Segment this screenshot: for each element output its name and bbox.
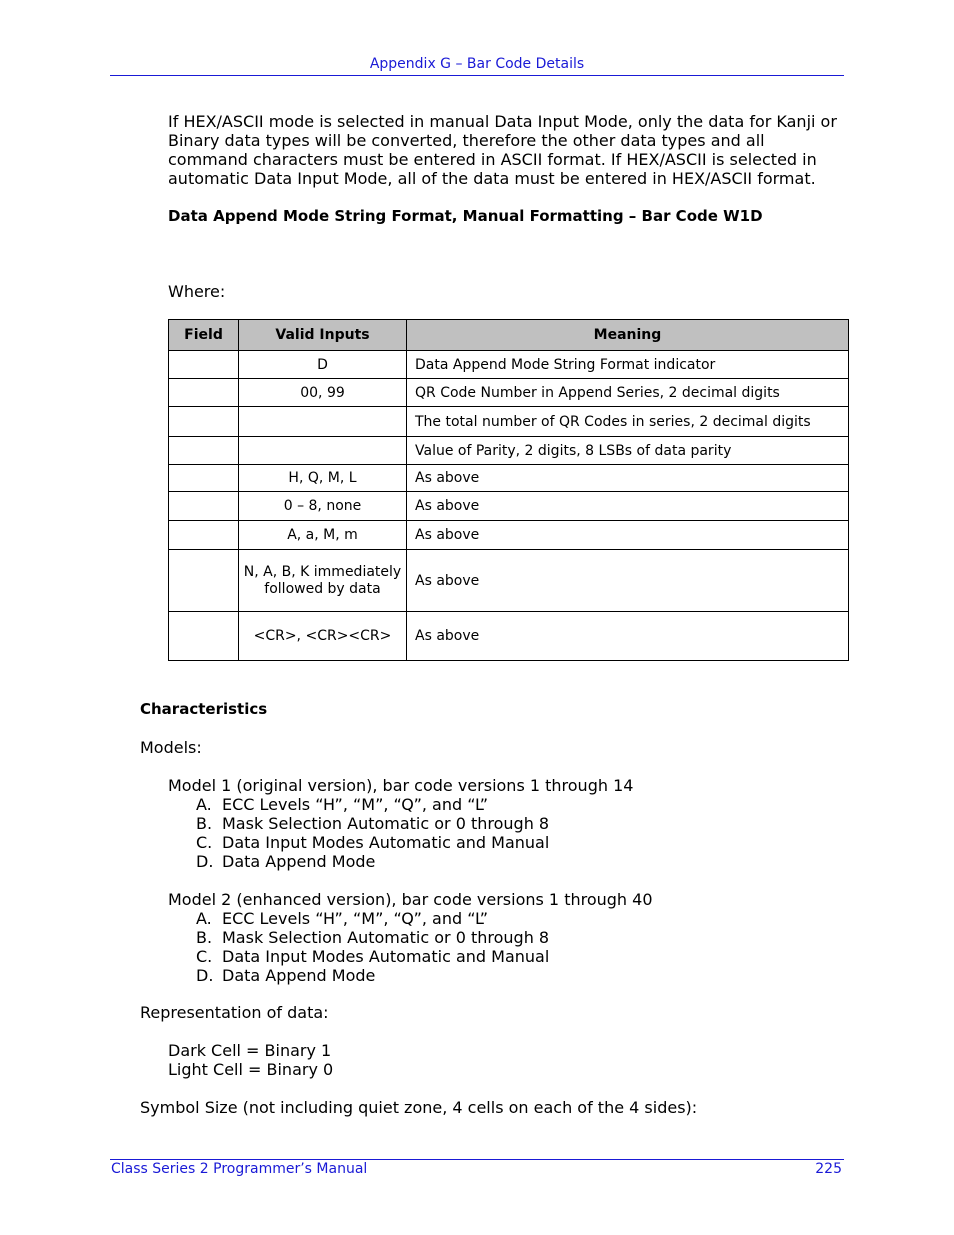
cell-meaning: QR Code Number in Append Series, 2 decimal digits [407, 379, 849, 407]
cell-meaning: Data Append Mode String Format indicator [407, 351, 849, 379]
cell-meaning: As above [407, 550, 849, 612]
footer-manual-title: Class Series 2 Programmer’s Manual [111, 1161, 368, 1177]
cell-valid: D [239, 351, 407, 379]
cell-field [169, 465, 239, 492]
section-heading: Data Append Mode String Format, Manual Formatting – Bar Code W1D [168, 207, 763, 225]
symbol-size-text: Symbol Size (not including quiet zone, 4 cells on each of the 4 sides): [140, 1098, 698, 1117]
cell-valid: 0 – 8, none [239, 492, 407, 521]
list-text: Data Input Modes Automatic and Manual [222, 833, 550, 852]
list-letter: B. [196, 928, 213, 947]
list-letter: A. [196, 909, 212, 928]
cell-meaning: As above [407, 492, 849, 521]
list-letter: C. [196, 947, 213, 966]
list-item [196, 795, 488, 814]
cell-valid: 00, 99 [239, 379, 407, 407]
dark-cell-text: Dark Cell = Binary 1 [168, 1041, 332, 1060]
cell-meaning: As above [407, 521, 849, 550]
list-letter: D. [196, 852, 214, 871]
list-item [196, 947, 549, 966]
cell-meaning: Value of Parity, 2 digits, 8 LSBs of data parity [407, 437, 849, 465]
cell-field [169, 612, 239, 661]
list-text: Data Append Mode [222, 966, 376, 985]
list-item [196, 852, 375, 871]
table-row [169, 521, 849, 550]
cell-field [169, 437, 239, 465]
cell-field [169, 550, 239, 612]
cell-valid: H, Q, M, L [239, 465, 407, 492]
list-item [196, 814, 549, 833]
cell-meaning: The total number of QR Codes in series, 2 decimal digits [407, 407, 849, 437]
table-row [169, 492, 849, 521]
table-row [169, 437, 849, 465]
table-row [169, 407, 849, 437]
table-header-row [169, 320, 849, 351]
footer-rule [110, 1159, 844, 1160]
model1-title: Model 1 (original version), bar code versions 1 through 14 [168, 776, 634, 795]
models-label: Models: [140, 738, 202, 757]
cell-valid: A, a, M, m [239, 521, 407, 550]
table-row [169, 379, 849, 407]
characteristics-heading: Characteristics [140, 700, 268, 718]
table-row [169, 550, 849, 612]
table-row [169, 465, 849, 492]
cell-field [169, 521, 239, 550]
list-text: Data Input Modes Automatic and Manual [222, 947, 550, 966]
cell-meaning: As above [407, 465, 849, 492]
list-item [196, 928, 549, 947]
page-number: 225 [815, 1161, 842, 1177]
list-letter: B. [196, 814, 213, 833]
table-row [169, 351, 849, 379]
representation-label: Representation of data: [140, 1003, 329, 1022]
list-text: Mask Selection Automatic or 0 through 8 [222, 814, 550, 833]
cell-valid: <CR>, <CR><CR> [239, 612, 407, 661]
cell-field [169, 492, 239, 521]
list-item [196, 833, 549, 852]
list-letter: C. [196, 833, 213, 852]
header-meaning: Meaning [407, 320, 849, 351]
model2-title: Model 2 (enhanced version), bar code versions 1 through 40 [168, 890, 653, 909]
intro-paragraph: If HEX/ASCII mode is selected in manual Data Input Mode, only the data for Kanji or Binary data types will be converted, therefore the other data types and all command characters must be entered in ASCII format. If HEX/ASCII is selected in automatic Data Input Mode, all of the data must be entered in HEX/ASCII format. [168, 112, 837, 188]
table-row [169, 612, 849, 661]
cell-meaning: As above [407, 612, 849, 661]
header-rule [110, 75, 844, 76]
cell-field [169, 407, 239, 437]
list-item [196, 909, 488, 928]
list-text: ECC Levels “H”, “M”, “Q”, and “L” [222, 795, 489, 814]
page-header: Appendix G – Bar Code Details [369, 56, 585, 72]
cell-valid [239, 437, 407, 465]
list-text: Mask Selection Automatic or 0 through 8 [222, 928, 550, 947]
list-letter: A. [196, 795, 212, 814]
where-label: Where: [168, 282, 226, 301]
light-cell-text: Light Cell = Binary 0 [168, 1060, 334, 1079]
list-item [196, 966, 375, 985]
list-letter: D. [196, 966, 214, 985]
cell-field [169, 379, 239, 407]
cell-valid: N, A, B, K immediately followed by data [239, 550, 407, 612]
cell-valid [239, 407, 407, 437]
list-text: Data Append Mode [222, 852, 376, 871]
cell-field [169, 351, 239, 379]
list-text: ECC Levels “H”, “M”, “Q”, and “L” [222, 909, 489, 928]
header-field: Field [169, 320, 239, 351]
header-valid-inputs: Valid Inputs [239, 320, 407, 351]
fields-table [168, 319, 849, 661]
